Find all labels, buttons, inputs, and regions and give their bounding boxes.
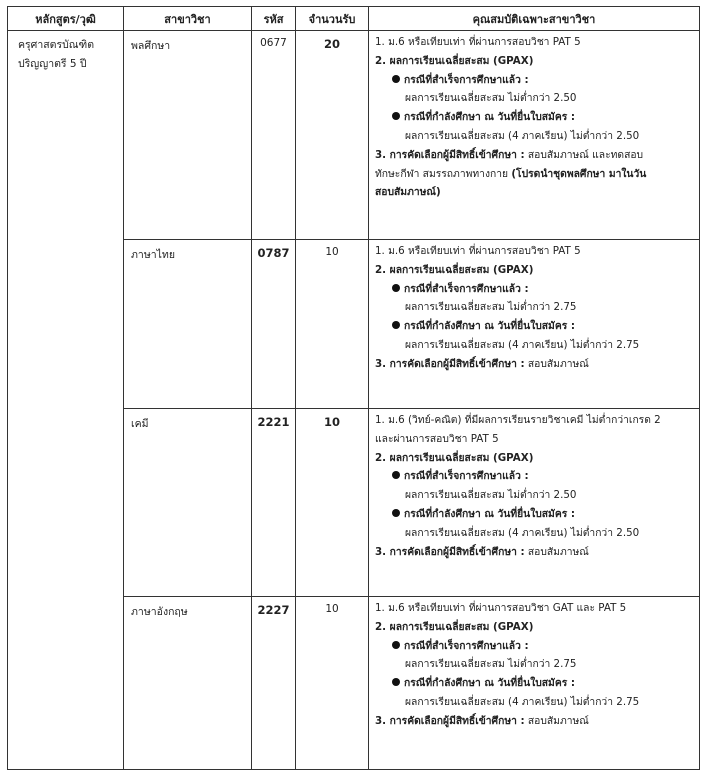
header-requirements: คุณสมบัติเฉพาะสาขาวิชา (369, 7, 700, 31)
studying-gpax: ผลการเรียนเฉลี่ยสะสม (4 ภาคเรียน) ไม่ต่ำกว่า 2.50 (405, 129, 640, 142)
graduated-label: กรณีที่สำเร็จการศึกษาแล้ว : (375, 280, 695, 299)
program-name: ครุศาสตรบัณฑิต (18, 39, 95, 51)
requirements-cell (369, 240, 700, 409)
admission-table (7, 6, 700, 770)
graduated-gpax: ผลการเรียนเฉลี่ยสะสม ไม่ต่ำกว่า 2.50 (405, 489, 577, 502)
studying-gpax: ผลการเรียนเฉลี่ยสะสม (4 ภาคเรียน) ไม่ต่ำกว่า 2.75 (405, 338, 640, 351)
graduated-label: กรณีที่สำเร็จการศึกษาแล้ว : (375, 637, 695, 656)
graduated-gpax: ผลการเรียนเฉลี่ยสะสม ไม่ต่ำกว่า 2.75 (405, 301, 577, 314)
studying-label: กรณีที่กำลังศึกษา ณ วันที่ยื่นใบสมัคร : (375, 317, 695, 336)
requirements-cell (369, 409, 700, 597)
major-code: 2227 (252, 597, 296, 770)
gpax-heading: 2. ผลการเรียนเฉลี่ยสะสม (GPAX) (375, 620, 534, 633)
graduated-label: กรณีที่สำเร็จการศึกษาแล้ว : (375, 71, 695, 90)
graduated-label: กรณีที่สำเร็จการศึกษาแล้ว : (375, 467, 695, 486)
major-name: เคมี (124, 409, 252, 597)
major-code: 0677 (252, 31, 296, 240)
header-seats: จำนวนรับ (296, 7, 369, 31)
selection-line: 3. การคัดเลือกผู้มีสิทธิ์เข้าศึกษา : สอบสัมภาษณ์ (375, 357, 589, 370)
graduated-gpax: ผลการเรียนเฉลี่ยสะสม ไม่ต่ำกว่า 2.75 (405, 658, 577, 671)
bullet-icon (392, 678, 400, 686)
major-seats: 20 (296, 31, 369, 240)
selection-line: สอบสัมภาษณ์) (375, 186, 441, 199)
major-seats: 10 (296, 409, 369, 597)
major-name: พลศึกษา (124, 31, 252, 240)
major-name: ภาษาอังกฤษ (124, 597, 252, 770)
major-seats: 10 (296, 597, 369, 770)
major-name: ภาษาไทย (124, 240, 252, 409)
gpax-heading: 2. ผลการเรียนเฉลี่ยสะสม (GPAX) (375, 54, 534, 67)
studying-label: กรณีที่กำลังศึกษา ณ วันที่ยื่นใบสมัคร : (375, 108, 695, 127)
requirements-cell (369, 31, 700, 240)
req-line: 1. ม.6 (วิทย์-คณิต) ที่มีผลการเรียนรายวิชาเคมี ไม่ต่ำกว่าเกรด 2 (375, 414, 661, 426)
graduated-gpax: ผลการเรียนเฉลี่ยสะสม ไม่ต่ำกว่า 2.50 (405, 92, 577, 105)
requirements-cell (369, 597, 700, 770)
studying-gpax: ผลการเรียนเฉลี่ยสะสม (4 ภาคเรียน) ไม่ต่ำกว่า 2.75 (405, 695, 640, 708)
bullet-icon (392, 509, 400, 517)
table-row (8, 31, 700, 240)
bullet-icon (392, 75, 400, 83)
header-code: รหัส (252, 7, 296, 31)
selection-line: 3. การคัดเลือกผู้มีสิทธิ์เข้าศึกษา : สอบสัมภาษณ์ (375, 545, 589, 558)
studying-label: กรณีที่กำลังศึกษา ณ วันที่ยื่นใบสมัคร : (375, 505, 695, 524)
bullet-icon (392, 112, 400, 120)
bullet-icon (392, 284, 400, 292)
req-line: 1. ม.6 หรือเทียบเท่า ที่ผ่านการสอบวิชา PAT 5 (375, 36, 581, 48)
bullet-icon (392, 321, 400, 329)
studying-label: กรณีที่กำลังศึกษา ณ วันที่ยื่นใบสมัคร : (375, 674, 695, 693)
bullet-icon (392, 471, 400, 479)
selection-line: ทักษะกีฬา สมรรถภาพทางกาย (โปรดนำชุดพลศึกษา มาในวัน (375, 167, 647, 180)
header-major: สาขาวิชา (124, 7, 252, 31)
header-program: หลักสูตร/วุฒิ (8, 7, 124, 31)
gpax-heading: 2. ผลการเรียนเฉลี่ยสะสม (GPAX) (375, 263, 534, 276)
req-line: 1. ม.6 หรือเทียบเท่า ที่ผ่านการสอบวิชา PAT 5 (375, 245, 581, 257)
major-code: 2221 (252, 409, 296, 597)
gpax-heading: 2. ผลการเรียนเฉลี่ยสะสม (GPAX) (375, 451, 534, 464)
bullet-icon (392, 641, 400, 649)
selection-line: 3. การคัดเลือกผู้มีสิทธิ์เข้าศึกษา : สอบสัมภาษณ์ และทดสอบ (375, 148, 644, 161)
header-row (8, 7, 700, 31)
program-degree: ปริญญาตรี 5 ปี (18, 58, 87, 70)
program-cell (8, 31, 124, 770)
selection-line: 3. การคัดเลือกผู้มีสิทธิ์เข้าศึกษา : สอบสัมภาษณ์ (375, 714, 589, 727)
req-line: และผ่านการสอบวิชา PAT 5 (375, 432, 499, 445)
req-line: 1. ม.6 หรือเทียบเท่า ที่ผ่านการสอบวิชา GAT และ PAT 5 (375, 602, 627, 614)
major-seats: 10 (296, 240, 369, 409)
major-code: 0787 (252, 240, 296, 409)
studying-gpax: ผลการเรียนเฉลี่ยสะสม (4 ภาคเรียน) ไม่ต่ำกว่า 2.50 (405, 526, 640, 539)
